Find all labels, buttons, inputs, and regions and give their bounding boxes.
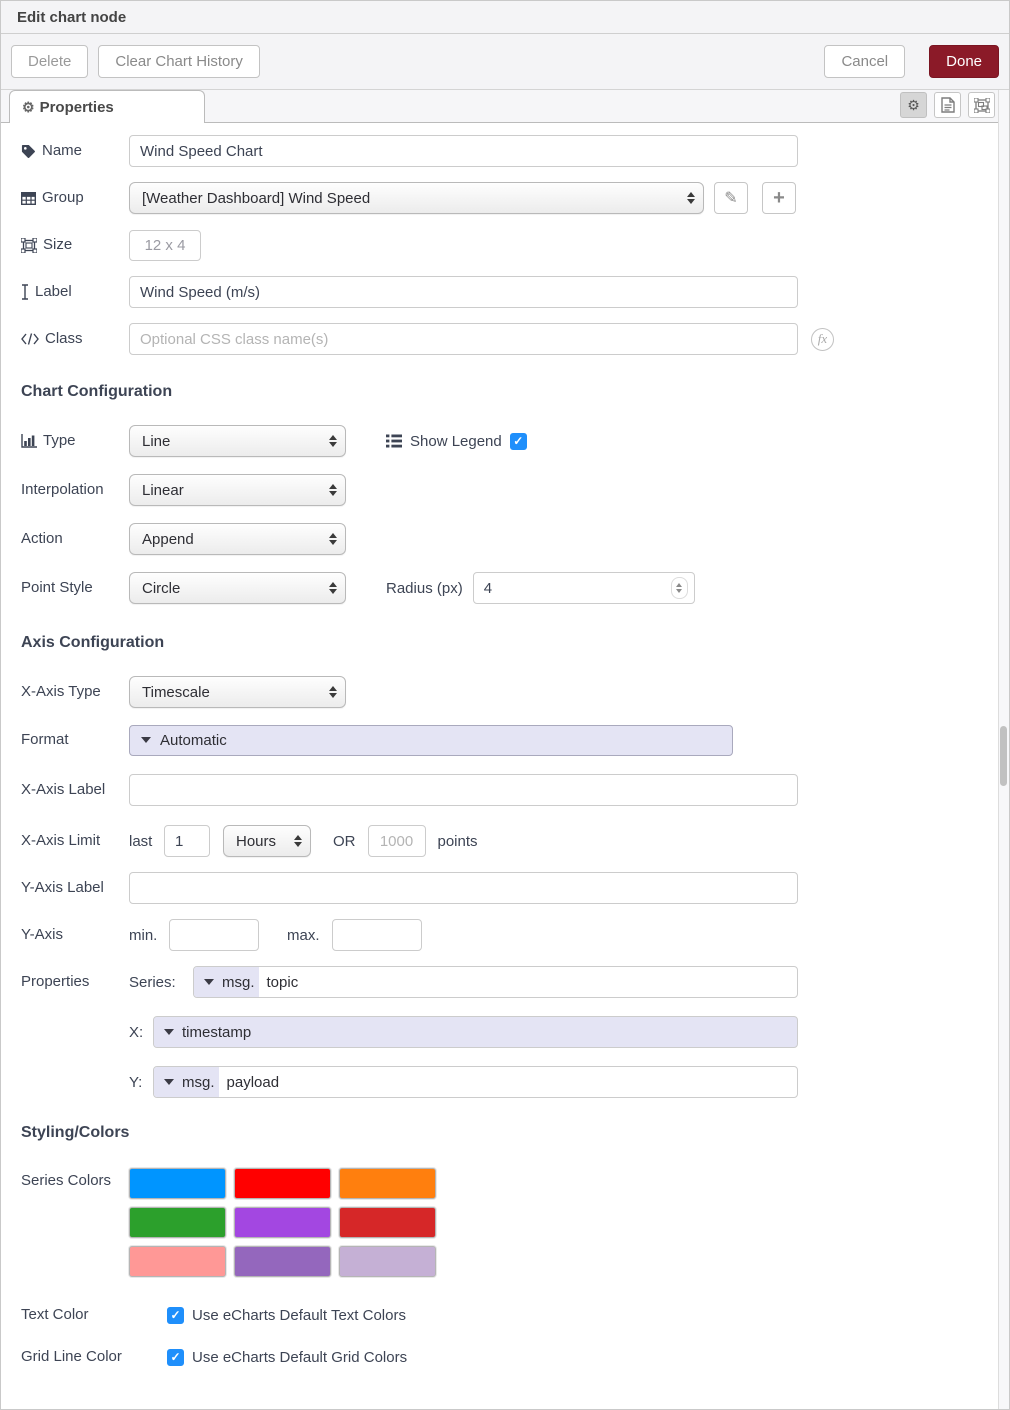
dialog-title-bar [1,1,1009,34]
plus-icon: + [773,186,785,209]
y-min-label: min. [129,926,158,944]
text-color-label: Text Color [21,1305,89,1323]
select-arrows-icon [329,533,337,545]
document-icon [941,97,955,113]
y-property-row [21,1066,1009,1098]
type-label: Type [43,431,76,449]
gear-icon: ⚙ [907,96,920,113]
x-axis-label-input[interactable] [129,774,798,806]
properties-view-button[interactable] [900,92,927,118]
class-row [21,323,1009,355]
bar-chart-icon [21,434,37,448]
radius-label: Radius (px) [386,579,463,597]
group-label: Group [42,188,84,206]
label-input[interactable] [129,276,798,308]
y-axis-label-input[interactable] [129,872,798,904]
x-typed-input[interactable] [153,1016,798,1048]
series-colors-row [21,1168,1009,1277]
size-button[interactable]: 12 x 4 [129,230,201,261]
pencil-icon: ✎ [724,190,738,207]
series-color-swatch[interactable] [339,1168,436,1199]
series-colors-label: Series Colors [21,1172,112,1189]
vertical-scrollbar-thumb[interactable] [1000,726,1007,786]
action-select[interactable] [129,523,346,555]
last-label: last [129,832,153,850]
select-arrows-icon [687,192,695,204]
section-chart-configuration: Chart Configuration [21,383,173,400]
x-property-row [21,1016,1009,1048]
y-axis-row [21,919,1009,951]
select-arrows-icon [329,582,337,594]
series-color-swatch[interactable] [129,1168,226,1199]
type-select-value: Line [142,432,171,450]
point-style-label: Point Style [21,578,93,596]
series-color-swatch[interactable] [234,1246,331,1277]
dialog-button-tray [1,34,1009,90]
text-color-checkbox-group [167,1307,406,1324]
format-label: Format [21,730,69,748]
select-arrows-icon [329,435,337,447]
series-color-swatch[interactable] [339,1246,436,1277]
text-color-checkbox-label: Use eCharts Default Text Colors [192,1306,406,1324]
series-color-swatch[interactable] [129,1246,226,1277]
interpolation-label: Interpolation [21,480,104,498]
show-legend-label: Show Legend [410,432,502,450]
series-typed-input[interactable] [193,966,798,998]
section-axis-configuration: Axis Configuration [21,634,165,651]
tabbar-actions [900,92,1001,118]
grid-color-checkbox[interactable] [167,1349,184,1366]
series-color-grid [129,1168,436,1277]
object-size-icon [21,238,37,253]
series-property-row [21,966,1009,998]
interpolation-select-value: Linear [142,481,184,499]
grid-color-checkbox-group [167,1349,407,1366]
format-value: Automatic [160,731,227,749]
interpolation-select[interactable] [129,474,346,506]
format-button[interactable] [129,725,733,756]
edit-group-button[interactable] [714,182,748,214]
grid-color-checkbox-label: Use eCharts Default Grid Colors [192,1348,408,1366]
x-axis-label-row [21,770,1009,810]
done-button[interactable]: Done [929,45,999,78]
x-property-label: X: [129,1023,144,1041]
caret-down-icon [164,1029,174,1035]
select-arrows-icon [329,686,337,698]
x-axis-type-label: X-Axis Type [21,682,101,700]
x-type-label: timestamp [182,1023,252,1041]
y-value: payload [226,1073,280,1091]
properties-gear-icon: ⚙ [22,98,35,115]
limit-unit-value: Hours [236,832,277,850]
point-style-select-value: Circle [142,579,181,597]
delete-button[interactable]: Delete [11,45,88,78]
name-row [21,135,1009,167]
y-max-label: max. [287,926,320,944]
x-axis-label-label: X-Axis Label [21,780,106,798]
y-type-button[interactable] [154,1067,219,1097]
appearance-view-button[interactable] [968,92,995,118]
clear-chart-history-button[interactable]: Clear Chart History [98,45,260,78]
grid-line-color-row [21,1341,1009,1373]
table-icon [21,192,36,205]
radius-input[interactable] [473,572,695,604]
series-type-button[interactable] [194,967,259,997]
y-property-label: Y: [129,1073,143,1091]
group-select-value: [Weather Dashboard] Wind Speed [142,189,371,207]
object-group-icon [974,98,990,113]
fx-icon: fx [811,328,834,351]
action-select-value: Append [142,530,194,548]
list-icon [386,434,402,448]
vertical-scrollbar-track[interactable] [998,90,1009,1409]
class-input[interactable] [129,323,798,355]
cancel-button[interactable]: Cancel [824,45,905,78]
tab-properties-label: Properties [39,98,114,116]
tag-icon [21,144,36,159]
grid-line-color-label: Grid Line Color [21,1347,122,1365]
dialog-title: Edit chart node [17,8,127,26]
text-color-checkbox[interactable] [167,1307,184,1324]
tab-bar [1,90,1009,123]
size-label: Size [43,235,73,253]
action-row [21,523,1009,555]
y-axis-label-label: Y-Axis Label [21,878,104,896]
group-select[interactable] [129,182,704,214]
x-axis-type-select[interactable] [129,676,346,708]
action-label: Action [21,529,63,547]
x-axis-limit-row [21,825,1009,857]
y-type-label: msg. [182,1073,215,1091]
label-label: Label [35,282,72,300]
text-color-row [21,1299,1009,1331]
interpolation-row [21,474,1009,506]
group-row [21,182,1009,214]
point-style-row [21,572,1009,604]
or-label: OR [333,832,356,850]
series-color-swatch[interactable] [234,1207,331,1238]
limit-value-input[interactable] [164,825,210,857]
y-axis-label: Y-Axis [21,925,63,943]
x-axis-type-row [21,676,1009,708]
format-row [21,724,1009,756]
size-row [21,229,1009,261]
caret-down-icon [204,979,214,985]
code-icon [21,333,39,345]
x-axis-type-select-value: Timescale [142,683,210,701]
x-type-button[interactable] [154,1017,255,1047]
show-legend-group [386,433,527,450]
x-axis-limit-label: X-Axis Limit [21,831,101,849]
series-label: Series: [129,973,176,991]
series-color-swatch[interactable] [339,1207,436,1238]
class-label: Class [45,329,83,347]
y-max-input[interactable] [332,919,422,951]
caret-down-icon [141,737,151,743]
select-arrows-icon [329,484,337,496]
y-min-input[interactable] [169,919,259,951]
text-cursor-icon [21,284,29,300]
limit-points-input[interactable] [368,825,426,857]
show-legend-checkbox[interactable] [510,433,527,450]
y-typed-input[interactable] [153,1066,798,1098]
caret-down-icon [164,1079,174,1085]
select-arrows-icon [294,835,302,847]
series-type-label: msg. [222,973,255,991]
series-color-swatch[interactable] [129,1207,226,1238]
number-spinner-icon[interactable] [671,577,688,599]
type-select[interactable] [129,425,346,457]
series-value: topic [266,973,299,991]
y-axis-label-row [21,872,1009,904]
points-label: points [437,832,478,850]
add-group-button[interactable] [762,182,796,214]
section-styling-colors: Styling/Colors [21,1124,130,1141]
name-input[interactable] [129,135,798,167]
radius-group [386,572,695,604]
series-color-swatch[interactable] [234,1168,331,1199]
point-style-select[interactable] [129,572,346,604]
properties-label: Properties [21,972,90,990]
label-row [21,276,1009,308]
limit-unit-select[interactable] [223,825,311,857]
properties-panel [1,123,1009,1373]
description-view-button[interactable] [934,92,961,118]
tab-properties[interactable] [9,90,205,123]
name-label: Name [42,141,83,159]
type-row [21,425,1009,457]
